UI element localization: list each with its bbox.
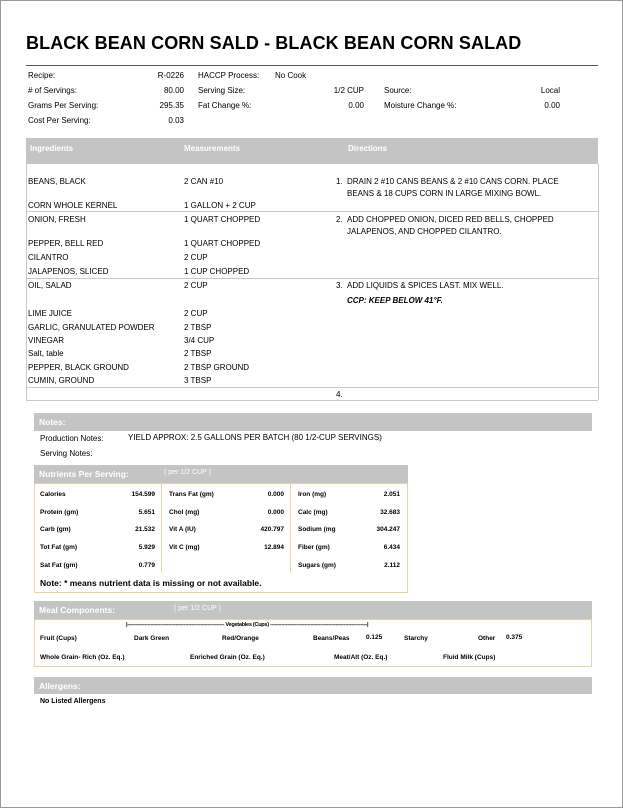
ingredient-measure: 2 CUP — [184, 309, 208, 318]
nutrient-label: Sugars (gm) — [298, 562, 336, 569]
dark-green-label: Dark Green — [134, 635, 170, 642]
row-divider — [26, 211, 598, 212]
nutrient-value: 420.797 — [260, 526, 284, 533]
nutrient-value: 2.051 — [383, 491, 400, 498]
direction-text: BEANS & 18 CUPS CORN IN LARGE MIXING BOWL. — [347, 189, 542, 198]
ingredient-name: PEPPER, BELL RED — [28, 239, 104, 248]
meal-components-header — [34, 601, 592, 619]
nutrients-box — [34, 483, 408, 593]
ccp-note: CCP: KEEP BELOW 41°F. — [347, 296, 443, 305]
row-divider — [26, 278, 598, 279]
cost-value: 0.03 — [168, 116, 184, 125]
nutrient-label: Carb (gm) — [40, 526, 71, 533]
grams-value: 295.35 — [159, 101, 184, 110]
ingredient-name: PEPPER, BLACK GROUND — [28, 363, 129, 372]
nutrient-value: 0.779 — [138, 562, 155, 569]
nutrient-value: 32.683 — [380, 509, 400, 516]
allergens-header — [34, 677, 592, 694]
ingredient-measure: 2 CUP — [184, 253, 208, 262]
fruit-label: Fruit (Cups) — [40, 635, 77, 642]
nutrient-label: Tot Fat (gm) — [40, 544, 78, 551]
whole-grain-label: Whole Grain- Rich (Oz. Eq.) — [40, 654, 125, 661]
nutrient-value: 5.651 — [138, 509, 155, 516]
ingredient-measure: 2 TBSP GROUND — [184, 363, 250, 372]
direction-number: 4. — [336, 390, 343, 399]
ingredient-name: VINEGAR — [28, 336, 65, 345]
nutrient-label: Trans Fat (gm) — [169, 491, 214, 498]
ingredient-name: JALAPENOS, SLICED — [28, 267, 109, 276]
servings-value: 80.00 — [163, 86, 184, 95]
measurements-header: Measurements — [184, 144, 241, 153]
meal-components-label: Meal Components: — [39, 605, 116, 615]
nutrient-label: Vit A (IU) — [169, 526, 196, 533]
direction-text: ADD CHOPPED ONION, DICED RED BELLS, CHOPPED — [347, 215, 554, 224]
nutrient-value: 12.894 — [264, 544, 284, 551]
source-label: Source: — [384, 86, 412, 95]
ingredient-measure: 3/4 CUP — [184, 336, 215, 345]
nutrient-value: 6.434 — [383, 544, 400, 551]
nutrient-value: 0.000 — [267, 491, 284, 498]
nutrients-footnote: Note: * means nutrient data is missing or not available. — [40, 578, 262, 588]
fat-change-value: 0.00 — [348, 101, 364, 110]
nutrient-value: 21.532 — [135, 526, 155, 533]
nutrients-header-label: Nutrients Per Serving: — [39, 469, 129, 479]
nutrient-label: Fiber (gm) — [298, 544, 330, 551]
vegetables-range-line: |-------------------------------------------------------------- Vegetables (Cups) --------------------------------------------------------------| — [126, 622, 369, 628]
fat-change-label: Fat Change %: — [198, 101, 252, 110]
serving-size-value: 1/2 CUP — [333, 86, 364, 95]
production-notes-value: YIELD APPROX: 2.5 GALLONS PER BATCH (80 1/2-CUP SERVINGS) — [128, 433, 382, 442]
enriched-grain-label: Enriched Grain (Oz. Eq.) — [190, 654, 265, 661]
ingredient-measure: 2 CAN #10 — [184, 177, 224, 186]
beans-peas-value: 0.125 — [366, 634, 383, 641]
fluid-milk-label: Fluid Milk (Cups) — [443, 654, 496, 661]
nutrient-label: Sodium (mg — [298, 526, 336, 533]
nutrients-header — [34, 465, 408, 483]
ingredient-measure: 3 TBSP — [184, 376, 212, 385]
haccp-value: No Cook — [275, 71, 307, 80]
table-header — [26, 138, 598, 164]
nutrient-label: Iron (mg) — [298, 491, 327, 498]
nutrients-per: ( per 1/2 CUP ) — [164, 469, 211, 476]
other-value: 0.375 — [506, 634, 523, 641]
nutrients-col-divider — [161, 483, 162, 573]
notes-header-label: Notes: — [39, 417, 66, 427]
ingredient-name: BEANS, BLACK — [28, 177, 86, 186]
ingredient-name: CILANTRO — [28, 253, 69, 262]
meat-alt-label: Meat/Alt (Oz. Eq.) — [334, 654, 388, 661]
nutrient-label: Calories — [40, 491, 66, 498]
red-orange-label: Red/Orange — [222, 635, 259, 642]
grams-label: Grams Per Serving: — [28, 101, 99, 110]
ingredient-measure: 1 GALLON + 2 CUP — [184, 201, 256, 210]
ingredient-name: GARLIC, GRANULATED POWDER — [28, 323, 155, 332]
title-divider — [26, 65, 598, 66]
ingredient-name: OIL, SALAD — [28, 281, 72, 290]
direction-number: 2. — [336, 215, 343, 224]
starchy-label: Starchy — [404, 635, 428, 642]
ingredient-name: CORN WHOLE KERNEL — [28, 201, 118, 210]
direction-text: DRAIN 2 #10 CANS BEANS & 2 #10 CANS CORN. PLACE — [347, 177, 559, 186]
ingredient-measure: 2 TBSP — [184, 349, 212, 358]
servings-label: # of Servings: — [28, 86, 77, 95]
ingredient-name: CUMIN, GROUND — [28, 376, 95, 385]
beans-peas-label: Beans/Peas — [313, 635, 350, 642]
direction-text: ADD LIQUIDS & SPICES LAST. MIX WELL. — [347, 281, 504, 290]
moisture-value: 0.00 — [544, 101, 560, 110]
haccp-label: HACCP Process: — [198, 71, 260, 80]
nutrient-value: 2.112 — [384, 562, 400, 569]
allergens-value: No Listed Allergens — [40, 698, 106, 705]
table-left-border — [26, 164, 27, 400]
notes-header — [34, 413, 592, 431]
row-divider — [26, 400, 598, 401]
production-notes-label: Production Notes: — [40, 434, 104, 443]
page-title: BLACK BEAN CORN SALD - BLACK BEAN CORN SALAD — [26, 33, 522, 53]
nutrient-label: Calc (mg) — [298, 509, 328, 516]
allergens-header-label: Allergens: — [39, 681, 81, 691]
ingredient-name: Salt, table — [28, 349, 64, 358]
table-right-border — [598, 164, 599, 400]
nutrient-label: Protein (gm) — [40, 509, 79, 516]
ingredient-name: ONION, FRESH — [28, 215, 86, 224]
directions-header: Directions — [348, 144, 388, 153]
nutrients-col-divider — [290, 483, 291, 573]
ingredients-header: Ingredients — [30, 144, 74, 153]
recipe-label: Recipe: — [28, 71, 56, 80]
recipe-value: R-0226 — [157, 71, 184, 80]
ingredient-measure: 1 CUP CHOPPED — [184, 267, 250, 276]
direction-text: JALAPENOS, AND CHOPPED CILANTRO. — [347, 227, 502, 236]
cost-label: Cost Per Serving: — [28, 116, 91, 125]
row-divider — [26, 387, 598, 388]
ingredient-measure: 1 QUART CHOPPED — [184, 215, 261, 224]
nutrient-value: 154.599 — [131, 491, 155, 498]
nutrient-value: 0.000 — [267, 509, 284, 516]
nutrient-label: Vit C (mg) — [169, 544, 200, 551]
source-value: Local — [540, 86, 560, 95]
moisture-label: Moisture Change %: — [384, 101, 457, 110]
ingredient-measure: 2 TBSP — [184, 323, 212, 332]
ingredient-measure: 1 QUART CHOPPED — [184, 239, 261, 248]
meal-components-per: ( per 1/2 CUP ) — [174, 605, 221, 612]
nutrient-label: Chol (mg) — [169, 509, 200, 516]
direction-number: 1. — [336, 177, 343, 186]
nutrient-label: Sat Fat (gm) — [40, 562, 78, 569]
nutrient-value: 5.929 — [138, 544, 155, 551]
serving-notes-label: Serving Notes: — [40, 449, 93, 458]
other-label: Other — [478, 635, 496, 642]
serving-size-label: Serving Size: — [198, 86, 246, 95]
ingredient-name: LIME JUICE — [28, 309, 73, 318]
ingredient-measure: 2 CUP — [184, 281, 208, 290]
nutrient-value: 304.247 — [376, 526, 400, 533]
direction-number: 3. — [336, 281, 343, 290]
